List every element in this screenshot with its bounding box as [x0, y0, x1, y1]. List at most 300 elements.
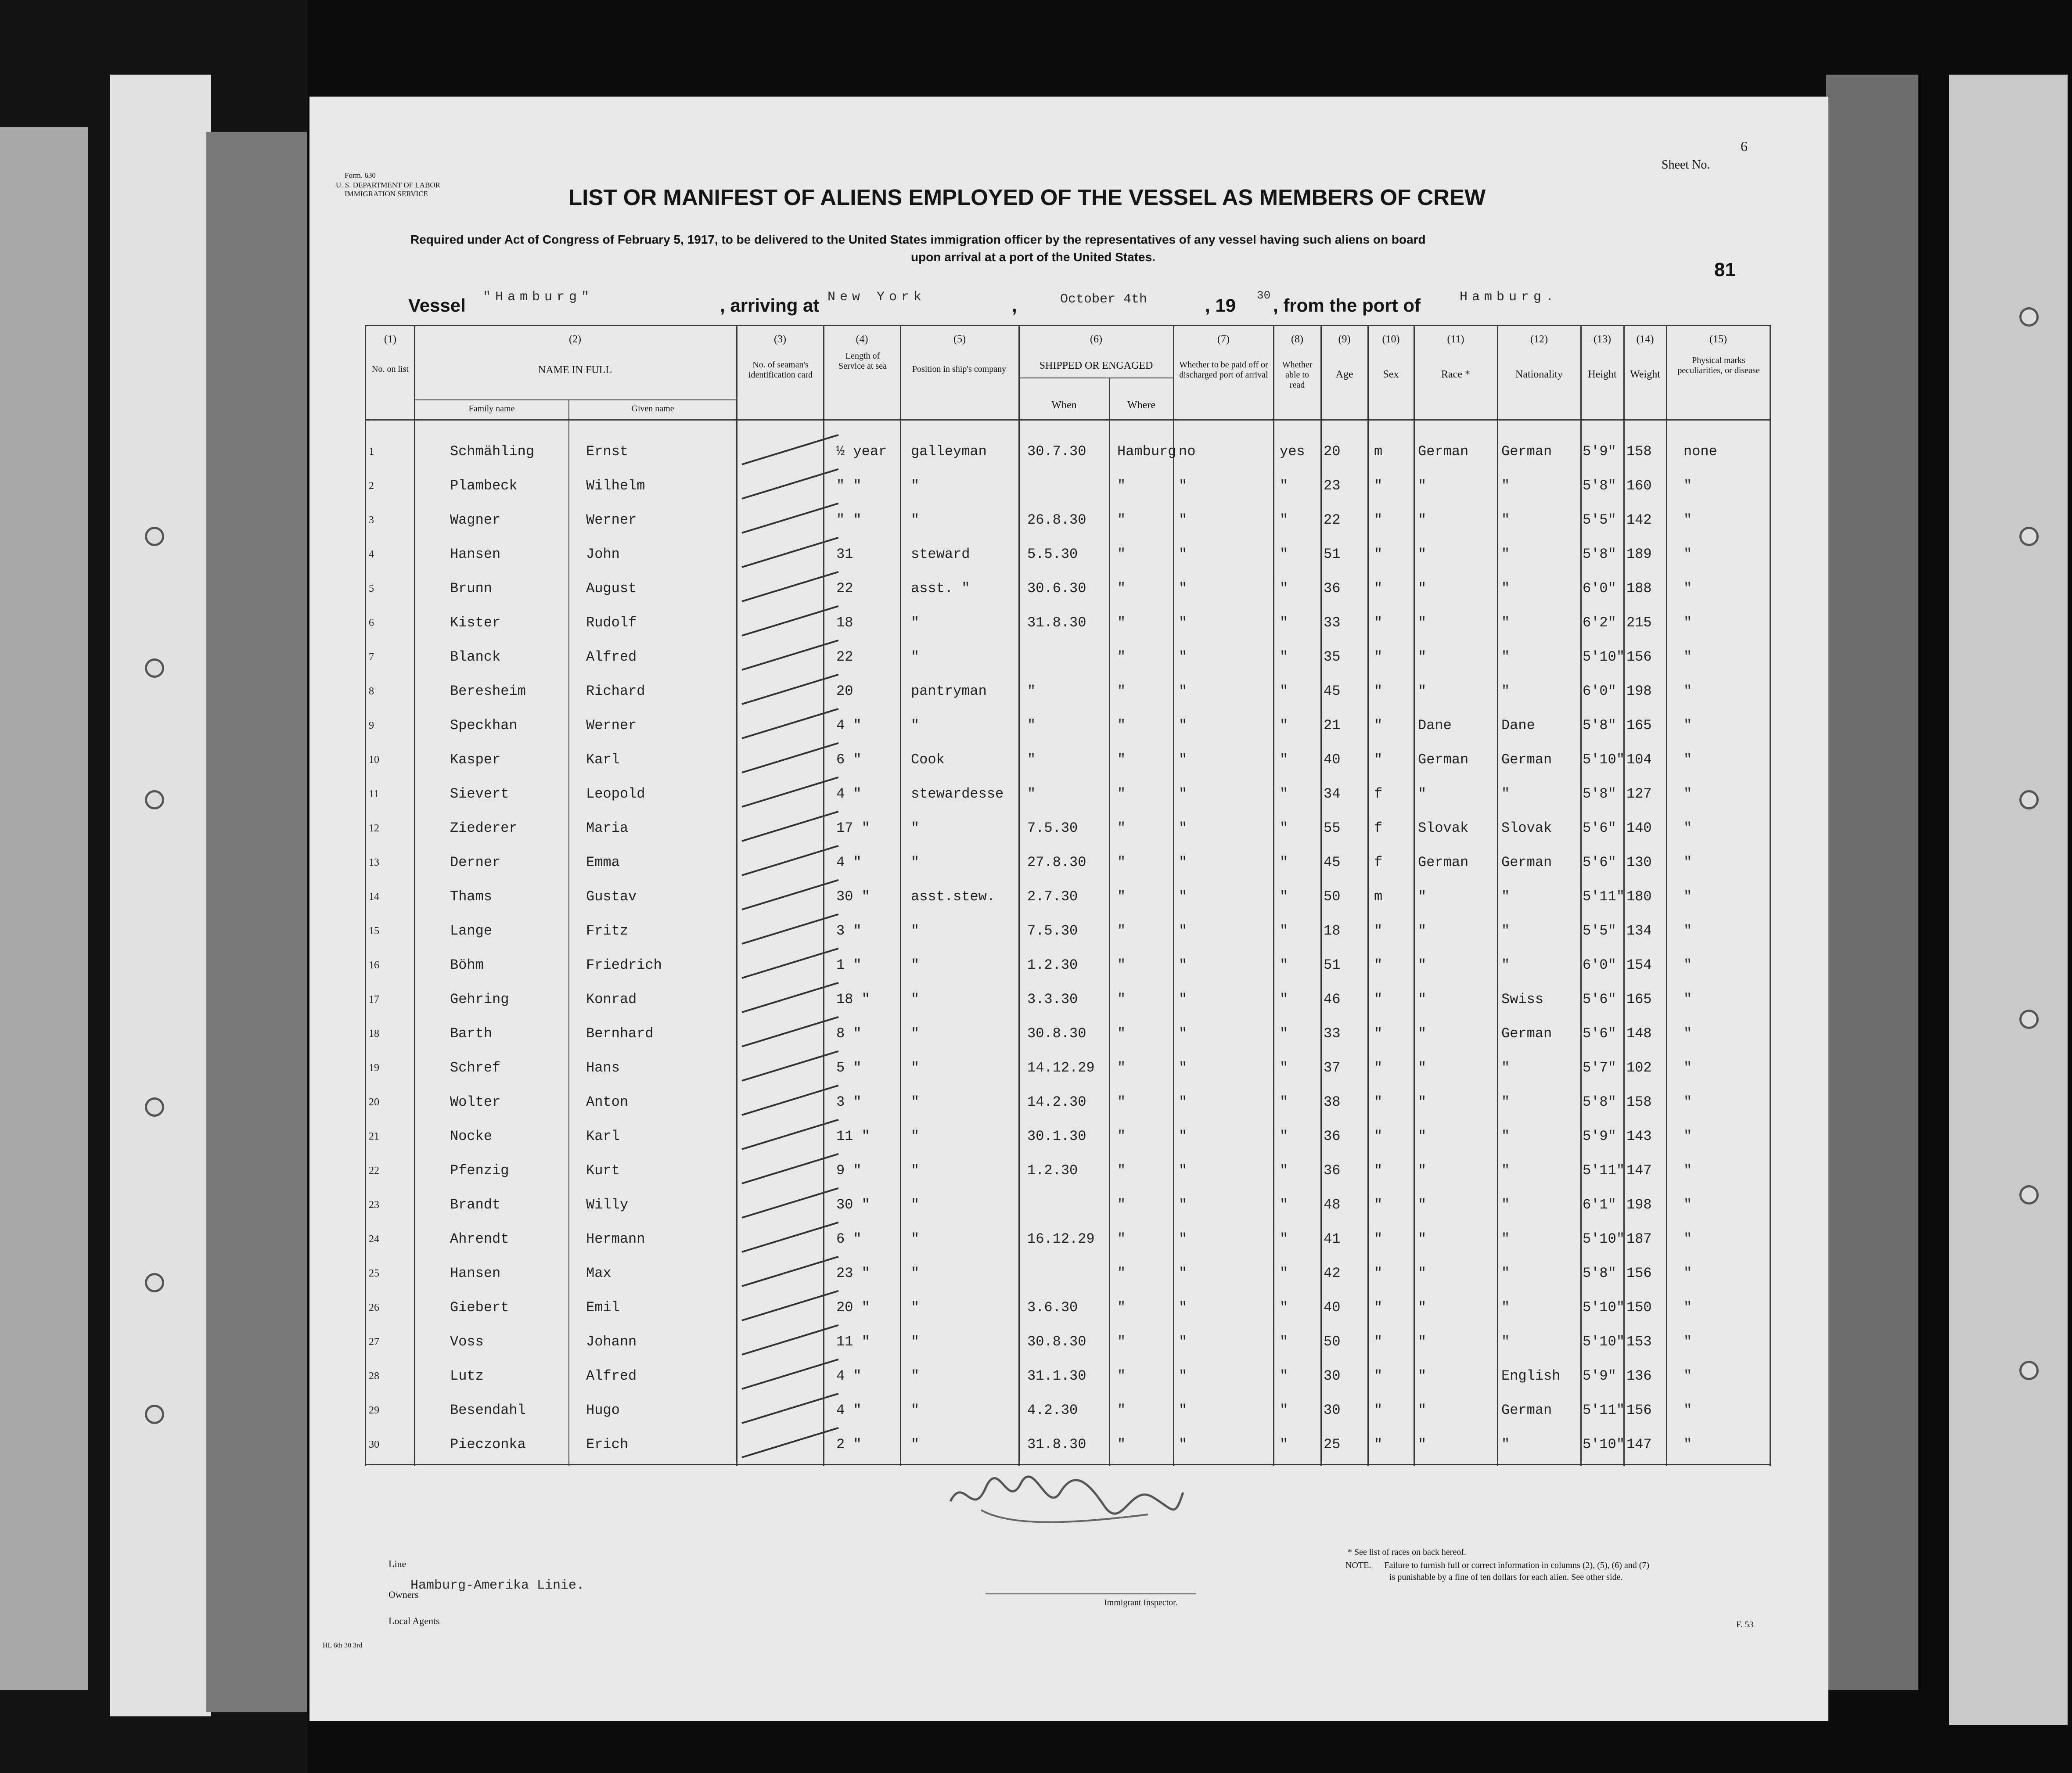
col10-number: (10) [1382, 334, 1400, 345]
table-row [309, 1188, 1828, 1222]
cell-race: German [1418, 854, 1469, 870]
cell-paid: " [1179, 1128, 1187, 1144]
cell-where: Hamburg [1117, 443, 1176, 460]
cell-height: 5'5" [1583, 923, 1616, 939]
cell-position: " [911, 1436, 920, 1453]
cell-no: 18 [369, 1028, 379, 1039]
cell-where: " [1117, 991, 1126, 1007]
cell-paid: " [1179, 1060, 1187, 1076]
cell-weight: 153 [1626, 1334, 1652, 1350]
cell-height: 5'10" [1583, 1231, 1625, 1247]
card-column-stroke [741, 879, 838, 910]
cell-age: 37 [1324, 1060, 1341, 1076]
punch-hole [2019, 307, 2039, 327]
cell-position: galleyman [911, 443, 987, 460]
cell-sex: " [1374, 1025, 1383, 1042]
table-row [309, 1222, 1828, 1256]
cell-service: 11 " [836, 1128, 870, 1144]
cell-where: " [1117, 1265, 1126, 1281]
cell-sex: " [1374, 1265, 1383, 1281]
year-suffix: 30 [1257, 289, 1271, 302]
cell-weight: 127 [1626, 786, 1652, 802]
local-agents-label: Local Agents [388, 1615, 440, 1626]
cell-weight: 154 [1626, 957, 1652, 973]
col13-number: (13) [1594, 334, 1611, 345]
cell-marks: " [1684, 615, 1692, 631]
cell-weight: 165 [1626, 991, 1652, 1007]
cell-paid: " [1179, 1094, 1187, 1110]
punch-hole [145, 1097, 164, 1117]
cell-age: 34 [1324, 786, 1341, 802]
cell-nationality: German [1501, 854, 1552, 870]
cell-sex: " [1374, 1197, 1383, 1213]
document-title: LIST OR MANIFEST OF ALIENS EMPLOYED OF THE VESSEL AS MEMBERS OF CREW [568, 185, 1486, 210]
col9-number: (9) [1338, 334, 1351, 345]
col2-header: NAME IN FULL [538, 364, 612, 376]
cell-weight: 150 [1626, 1299, 1652, 1316]
inspector-signature [946, 1466, 1192, 1532]
cell-position: " [911, 1231, 920, 1247]
cell-service: 30 " [836, 1197, 870, 1213]
cell-position: " [911, 1265, 920, 1281]
card-column-stroke [741, 1119, 838, 1150]
col12-header: Nationality [1515, 369, 1563, 380]
cell-sex: " [1374, 1094, 1383, 1110]
cell-age: 55 [1324, 820, 1341, 836]
cell-age: 36 [1324, 1128, 1341, 1144]
col5-number: (5) [953, 334, 966, 345]
cell-paid: " [1179, 649, 1187, 665]
cell-nationality: " [1501, 615, 1510, 631]
cell-age: 33 [1324, 1025, 1341, 1042]
cell-nationality: " [1501, 478, 1510, 494]
cell-where: " [1117, 1128, 1126, 1144]
cell-weight: 156 [1626, 1265, 1652, 1281]
cell-weight: 215 [1626, 615, 1652, 631]
cell-paid: " [1179, 1368, 1187, 1384]
punch-hole [2019, 527, 2039, 546]
cell-where: " [1117, 717, 1126, 734]
cell-weight: 189 [1626, 546, 1652, 562]
cell-where: " [1117, 649, 1126, 665]
cell-weight: 188 [1626, 580, 1652, 597]
cell-given: August [586, 580, 637, 597]
card-column-stroke [741, 811, 838, 842]
col1-header: No. on list [372, 364, 409, 374]
cell-weight: 148 [1626, 1025, 1652, 1042]
cell-weight: 187 [1626, 1231, 1652, 1247]
cell-where: " [1117, 478, 1126, 494]
cell-sex: " [1374, 683, 1383, 699]
cell-position: pantryman [911, 683, 987, 699]
punch-hole [145, 790, 164, 809]
col11-number: (11) [1447, 334, 1464, 345]
cell-paid: " [1179, 786, 1187, 802]
cell-paid: " [1179, 854, 1187, 870]
cell-marks: " [1684, 1128, 1692, 1144]
vessel-label: Vessel [408, 295, 466, 316]
cell-race: " [1418, 1231, 1427, 1247]
cell-height: 5'6" [1583, 991, 1616, 1007]
cell-marks: " [1684, 786, 1692, 802]
table-row [309, 1085, 1828, 1119]
cell-given: Hermann [586, 1231, 645, 1247]
cell-where: " [1117, 888, 1126, 905]
cell-service: 22 [836, 649, 853, 665]
cell-no: 17 [369, 994, 379, 1005]
cell-position: " [911, 957, 920, 973]
card-column-stroke [741, 1016, 838, 1047]
cell-age: 36 [1324, 580, 1341, 597]
cell-sex: " [1374, 991, 1383, 1007]
cell-read: " [1280, 1265, 1288, 1281]
card-column-stroke [741, 468, 838, 500]
form-number: Form. 630 [345, 171, 376, 180]
cell-when: 26.8.30 [1027, 512, 1086, 528]
cell-height: 5'8" [1583, 786, 1616, 802]
cell-where: " [1117, 752, 1126, 768]
cell-race: " [1418, 888, 1427, 905]
cell-service: 1 " [836, 957, 862, 973]
cell-service: 2 " [836, 1436, 862, 1453]
cell-paid: " [1179, 1299, 1187, 1316]
cell-read: " [1280, 1231, 1288, 1247]
cell-where: " [1117, 1025, 1126, 1042]
cell-position: " [911, 1402, 920, 1418]
cell-no: 13 [369, 857, 379, 868]
cell-where: " [1117, 1299, 1126, 1316]
cell-service: 20 " [836, 1299, 870, 1316]
cell-height: 5'10" [1583, 649, 1625, 665]
cell-position: " [911, 923, 920, 939]
col5-header: Position in ship's company [912, 364, 1007, 374]
from-port: Hamburg. [1460, 290, 1558, 305]
cell-paid: " [1179, 1025, 1187, 1042]
col7-number: (7) [1217, 334, 1230, 345]
cell-no: 7 [369, 651, 374, 663]
list-mark: 81 [1714, 259, 1736, 281]
cell-weight: 130 [1626, 854, 1652, 870]
cell-sex: " [1374, 649, 1383, 665]
cell-sex: " [1374, 923, 1383, 939]
cell-paid: " [1179, 1436, 1187, 1453]
cell-age: 45 [1324, 683, 1341, 699]
col14-header: Weight [1630, 369, 1660, 380]
cell-read: " [1280, 923, 1288, 939]
table-row [309, 1325, 1828, 1359]
table-row [309, 1154, 1828, 1188]
underlying-sheet-edge [0, 127, 88, 1690]
cell-given: Kurt [586, 1162, 620, 1179]
cell-marks: " [1684, 888, 1692, 905]
card-column-stroke [741, 605, 838, 637]
cell-marks: " [1684, 512, 1692, 528]
cell-read: " [1280, 1368, 1288, 1384]
cell-position: " [911, 820, 920, 836]
cell-position: " [911, 854, 920, 870]
cell-when: 30.6.30 [1027, 580, 1086, 597]
table-bottom-rule [365, 1464, 1770, 1465]
table-row [309, 1359, 1828, 1393]
cell-age: 51 [1324, 546, 1341, 562]
cell-read: " [1280, 478, 1288, 494]
cell-age: 35 [1324, 649, 1341, 665]
card-column-stroke [741, 1222, 838, 1253]
punch-hole [2019, 1361, 2039, 1380]
cell-where: " [1117, 1060, 1126, 1076]
card-column-stroke [741, 640, 838, 671]
cell-position: asst.stew. [911, 888, 996, 905]
table-row [309, 1393, 1828, 1428]
cell-given: Ernst [586, 443, 629, 460]
col7-header: Whether to be paid off or discharged port of arrival [1179, 360, 1268, 380]
cell-paid: " [1179, 1402, 1187, 1418]
cell-height: 5'7" [1583, 1060, 1616, 1076]
cell-position: " [911, 478, 920, 494]
cell-paid: " [1179, 1162, 1187, 1179]
cell-no: 23 [369, 1199, 379, 1211]
cell-family: Lutz [450, 1368, 484, 1384]
cell-service: 5 " [836, 1060, 862, 1076]
table-row [309, 640, 1828, 674]
cell-when: 30.7.30 [1027, 443, 1086, 460]
cell-marks: " [1684, 957, 1692, 973]
cell-weight: 165 [1626, 717, 1652, 734]
cell-service: 22 [836, 580, 853, 597]
owners-label: Owners [388, 1589, 419, 1600]
cell-read: " [1280, 1060, 1288, 1076]
underlying-sheet-edge [1949, 75, 2068, 1725]
table-row [309, 948, 1828, 982]
cell-height: 5'8" [1583, 1265, 1616, 1281]
cell-height: 6'0" [1583, 580, 1616, 597]
cell-given: Karl [586, 752, 620, 768]
card-column-stroke [741, 948, 838, 979]
cell-given: Gustav [586, 888, 637, 905]
cell-sex: " [1374, 512, 1383, 528]
cell-height: 5'9" [1583, 1368, 1616, 1384]
cell-nationality: " [1501, 923, 1510, 939]
cell-where: " [1117, 1368, 1126, 1384]
card-column-stroke [741, 1427, 838, 1458]
cell-service: 4 " [836, 1402, 862, 1418]
cell-nationality: " [1501, 683, 1510, 699]
cell-weight: 102 [1626, 1060, 1652, 1076]
cell-no: 8 [369, 686, 374, 697]
cell-race: " [1418, 1299, 1427, 1316]
cell-marks: " [1684, 1060, 1692, 1076]
cell-no: 25 [369, 1268, 379, 1279]
cell-weight: 147 [1626, 1162, 1652, 1179]
card-column-stroke [741, 1256, 838, 1287]
table-row [309, 503, 1828, 537]
cell-service: " " [836, 478, 862, 494]
cell-race: " [1418, 478, 1427, 494]
vessel-name: "Hamburg" [483, 290, 594, 305]
cell-no: 4 [369, 549, 374, 560]
table-row [309, 914, 1828, 948]
cell-nationality: " [1501, 1231, 1510, 1247]
cell-position: " [911, 1128, 920, 1144]
cell-when: 30.8.30 [1027, 1025, 1086, 1042]
cell-when: 30.8.30 [1027, 1334, 1086, 1350]
cell-service: 23 " [836, 1265, 870, 1281]
cell-age: 36 [1324, 1162, 1341, 1179]
cell-when: " [1027, 752, 1036, 768]
cell-nationality: " [1501, 580, 1510, 597]
col6-header: SHIPPED OR ENGAGED [1039, 360, 1153, 371]
card-column-stroke [741, 1187, 838, 1219]
cell-given: Friedrich [586, 957, 662, 973]
cell-marks: " [1684, 649, 1692, 665]
table-row [309, 777, 1828, 811]
cell-nationality: " [1501, 1128, 1510, 1144]
cell-sex: " [1374, 1402, 1383, 1418]
punch-hole [145, 1405, 164, 1424]
cell-nationality: " [1501, 512, 1510, 528]
cell-service: 3 " [836, 1094, 862, 1110]
cell-age: 23 [1324, 478, 1341, 494]
cell-age: 22 [1324, 512, 1341, 528]
cell-paid: " [1179, 1197, 1187, 1213]
cell-position: " [911, 512, 920, 528]
cell-no: 20 [369, 1097, 379, 1108]
cell-race: German [1418, 443, 1469, 460]
cell-given: Richard [586, 683, 645, 699]
cell-weight: 180 [1626, 888, 1652, 905]
cell-marks: " [1684, 1265, 1692, 1281]
cell-position: " [911, 1094, 920, 1110]
cell-race: " [1418, 957, 1427, 973]
cell-position: " [911, 649, 920, 665]
cell-paid: " [1179, 683, 1187, 699]
cell-service: 31 [836, 546, 853, 562]
cell-sex: " [1374, 1162, 1383, 1179]
cell-age: 30 [1324, 1402, 1341, 1418]
table-header-rule [365, 419, 1770, 421]
manifest-document [309, 97, 1828, 1721]
table-row [309, 606, 1828, 640]
cell-nationality: German [1501, 1402, 1552, 1418]
inspector-label: Immigrant Inspector. [1104, 1598, 1178, 1608]
cell-family: Pfenzig [450, 1162, 509, 1179]
cell-when: 7.5.30 [1027, 923, 1078, 939]
cell-family: Sievert [450, 786, 509, 802]
cell-race: " [1418, 786, 1427, 802]
cell-when: 16.12.29 [1027, 1231, 1095, 1247]
cell-height: 6'0" [1583, 683, 1616, 699]
cell-height: 5'6" [1583, 854, 1616, 870]
sheet-label: Sheet No. [1662, 158, 1710, 172]
cell-marks: " [1684, 1094, 1692, 1110]
cell-age: 41 [1324, 1231, 1341, 1247]
cell-no: 3 [369, 514, 374, 526]
cell-race: " [1418, 991, 1427, 1007]
cell-family: Blanck [450, 649, 501, 665]
cell-when: 27.8.30 [1027, 854, 1086, 870]
cell-weight: 156 [1626, 1402, 1652, 1418]
cell-nationality: " [1501, 957, 1510, 973]
cell-where: " [1117, 1402, 1126, 1418]
cell-service: 8 " [836, 1025, 862, 1042]
cell-service: 6 " [836, 1231, 862, 1247]
cell-when: " [1027, 717, 1036, 734]
cell-sex: " [1374, 957, 1383, 973]
cell-no: 14 [369, 891, 379, 903]
cell-where: " [1117, 923, 1126, 939]
col3-number: (3) [774, 334, 786, 345]
cell-height: 5'6" [1583, 820, 1616, 836]
table-row [309, 674, 1828, 708]
cell-nationality: " [1501, 1197, 1510, 1213]
cell-no: 1 [369, 446, 374, 457]
cell-sex: " [1374, 580, 1383, 597]
cell-race: " [1418, 1368, 1427, 1384]
cell-height: 6'0" [1583, 957, 1616, 973]
table-row [309, 1051, 1828, 1085]
penalty-note-cont: is punishable by a fine of ten dollars for each alien. See other side. [1389, 1572, 1623, 1582]
cell-where: " [1117, 546, 1126, 562]
cell-when: 1.2.30 [1027, 957, 1078, 973]
cell-given: Maria [586, 820, 629, 836]
underlying-sheet-edge [206, 132, 307, 1712]
cell-nationality: " [1501, 1265, 1510, 1281]
cell-position: " [911, 1025, 920, 1042]
cell-paid: " [1179, 1231, 1187, 1247]
cell-when: " [1027, 683, 1036, 699]
col11-header: Race * [1441, 369, 1470, 380]
card-column-stroke [741, 537, 838, 568]
cell-height: 5'8" [1583, 546, 1616, 562]
department-label: U. S. DEPARTMENT OF LABOR [336, 181, 440, 189]
cell-race: " [1418, 1334, 1427, 1350]
cell-where: " [1117, 854, 1126, 870]
cell-sex: f [1374, 854, 1383, 870]
table-row [309, 537, 1828, 572]
cell-age: 33 [1324, 615, 1341, 631]
sheet-number: 6 [1741, 138, 1748, 154]
cell-nationality: German [1501, 1025, 1552, 1042]
col4-header: Length of Service at sea [838, 351, 887, 371]
cell-position: Cook [911, 752, 945, 768]
cell-when: 30.1.30 [1027, 1128, 1086, 1144]
cell-where: " [1117, 683, 1126, 699]
cell-family: Plambeck [450, 478, 518, 494]
cell-marks: " [1684, 1231, 1692, 1247]
col2-family-header: Family name [468, 404, 515, 414]
cell-marks: " [1684, 1162, 1692, 1179]
cell-weight: 198 [1626, 683, 1652, 699]
cell-age: 50 [1324, 888, 1341, 905]
cell-nationality: Slovak [1501, 820, 1552, 836]
cell-height: 5'10" [1583, 752, 1625, 768]
cell-given: Werner [586, 717, 637, 734]
cell-family: Brunn [450, 580, 493, 597]
cell-sex: " [1374, 1128, 1383, 1144]
cell-sex: f [1374, 820, 1383, 836]
card-column-stroke [741, 913, 838, 945]
col8-header: Whether able to read [1282, 360, 1313, 390]
cell-race: " [1418, 1128, 1427, 1144]
cell-service: 6 " [836, 752, 862, 768]
cell-service: 30 " [836, 888, 870, 905]
cell-marks: " [1684, 991, 1692, 1007]
cell-age: 46 [1324, 991, 1341, 1007]
cell-given: Werner [586, 512, 637, 528]
card-column-stroke [741, 503, 838, 534]
cell-weight: 104 [1626, 752, 1652, 768]
table-row [309, 708, 1828, 743]
